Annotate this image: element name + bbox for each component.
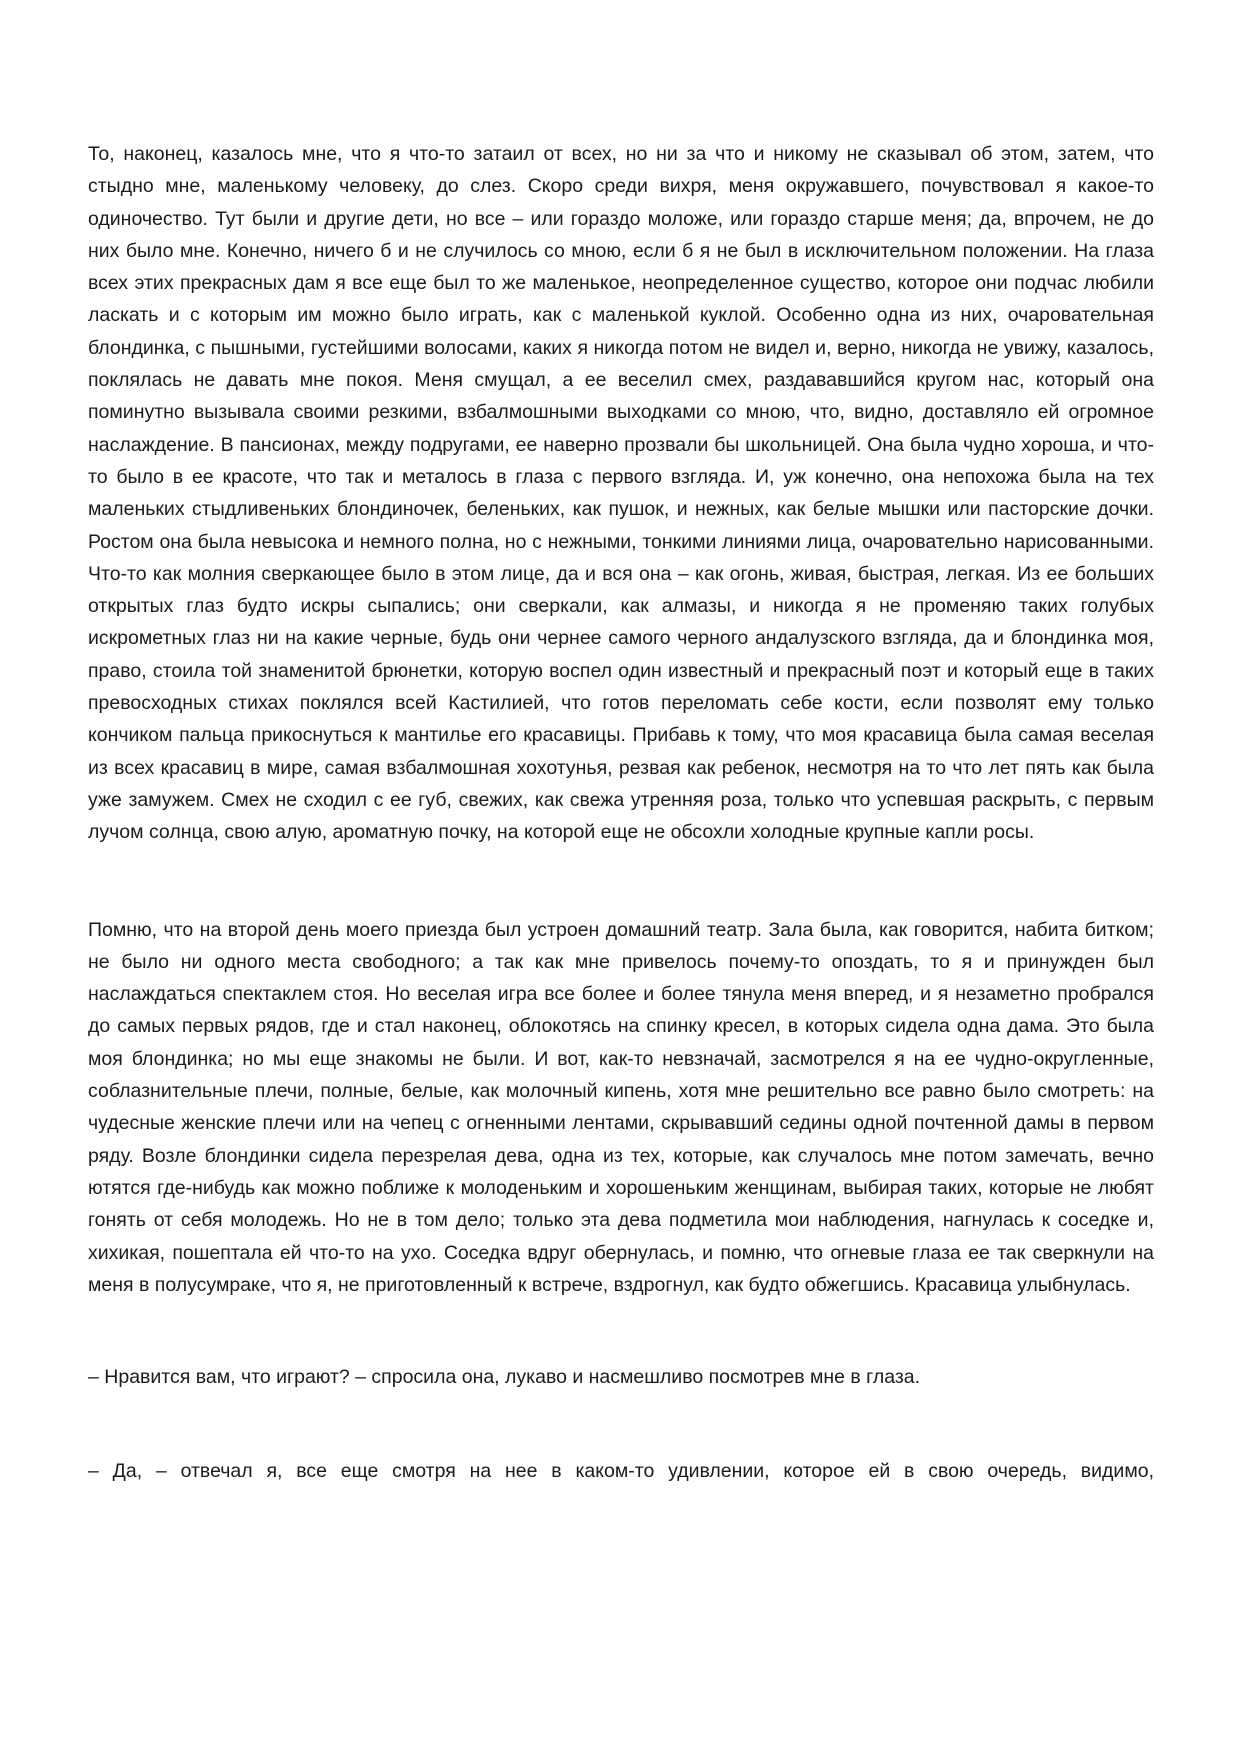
document-page (88, 138, 1154, 1488)
paragraph-2: Помню, что на второй день моего приезда был устроен домашний театр. Зала была, как говорится, набита битком; не было ни одного места свободного; а так как мне привелось почему-то опоздать, то я и принужден был наслаждаться спектаклем стоя. Но веселая игра все более и более тянула меня вперед, и я незаметно пробрался до самых первых рядов, где и стал наконец, облокотясь на спинку кресел, в которых сидела одна дама. Это была моя блондинка; но мы еще знакомы не были. И вот, как-то невзначай, засмотрелся я на ее чудно-округленные, соблазнительные плечи, полные, белые, как молочный кипень, хотя мне решительно все равно было смотреть: на чудесные женские плечи или на чепец с огненными лентами, скрывавший седины одной почтенной дамы в первом ряду. Возле блондинки сидела перезрелая дева, одна из тех, которые, как случалось мне потом замечать, вечно ютятся где-нибудь как можно поближе к молоденьким и хорошеньким женщинам, выбирая таких, которые не любят гонять от себя молодежь. Но не в том дело; только эта дева подметила мои наблюдения, нагнулась к соседке и, хихикая, пошептала ей что-то на ухо. Соседка вдруг обернулась, и помню, что огневые глаза ее так сверкнули на меня в полусумраке, что я, не приготовленный к встрече, вздрогнул, как будто обжегшись. Красавица улыбнулась. (88, 918, 1154, 1296)
paragraph-spacer (88, 1393, 1154, 1455)
paragraph-1: То, наконец, казалось мне, что я что-то затаил от всех, но ни за что и никому не сказывал об этом, затем, что стыдно мне, маленькому человеку, до слез. Скоро среди вихря, меня окружавшего, почувствовал я какое-то одиночество. Тут были и другие дети, но все – или гораздо моложе, или гораздо старше меня; да, впрочем, не до них было мне. Конечно, ничего б и не случилось со мною, если б я не был в исключительном положении. На глаза всех этих прекрасных дам я все еще был то же маленькое, неопределенное существо, которое они подчас любили ласкать и с которым им можно было играть, как с маленькой куклой. Особенно одна из них, очаровательная блондинка, с пышными, густейшими волосами, каких я никогда потом не видел и, верно, никогда не увижу, казалось, поклялась не давать мне покоя. Меня смущал, а ее веселил смех, раздававшийся кругом нас, который она поминутно вызывала своими резкими, взбалмошными выходками со мною, что, видно, доставляло ей огромное наслаждение. В пансионах, между подругами, ее наверно прозвали бы школьницей. Она была чудно хороша, и что-то было в ее красоте, что так и металось в глаза с первого взгляда. И, уж конечно, она непохожа была на тех маленьких стыдливеньких блондиночек, беленьких, как пушок, и нежных, как белые мышки или пасторские дочки. Ростом она была невысока и немного полна, но с нежными, тонкими линиями лица, очаровательно нарисованными. Что-то как молния сверкающее было в этом лице, да и вся она – как огонь, живая, быстрая, легкая. Из ее больших открытых глаз будто искры сыпались; они сверкали, как алмазы, и никогда я не променяю таких голубых искрометных глаз ни на какие черные, будь они чернее самого черного андалузского взгляда, да и блондинка моя, право, стоила той знаменитой брюнетки, которую воспел один известный и прекрасный поэт и который еще в таких превосходных стихах поклялся всей Кастилией, что готов переломать себе кости, если позволят ему только кончиком пальца прикоснуться к мантилье его красавицы. Прибавь к тому, что моя красавица была самая веселая из всех красавиц в мире, самая взбалмошная хохотунья, резвая как ребенок, несмотря на то что лет пять как была уже замужем. Смех не сходил с ее губ, свежих, как свежа утренняя роза, только что успевшая раскрыть, с первым лучом солнца, свою алую, ароматную почку, на которой еще не обсохли холодные крупные капли росы. (88, 143, 1154, 844)
paragraph-spacer (88, 1301, 1154, 1361)
dialogue-line-2: – Да, – отвечал я, все еще смотря на нее в каком-то удивлении, которое ей в свою очередь, видимо, (88, 1460, 1154, 1483)
dialogue-line-1: – Нравится вам, что играют? – спросила она, лукаво и насмешливо посмотрев мне в глаза. (88, 1366, 921, 1389)
paragraph-spacer (88, 849, 1154, 914)
